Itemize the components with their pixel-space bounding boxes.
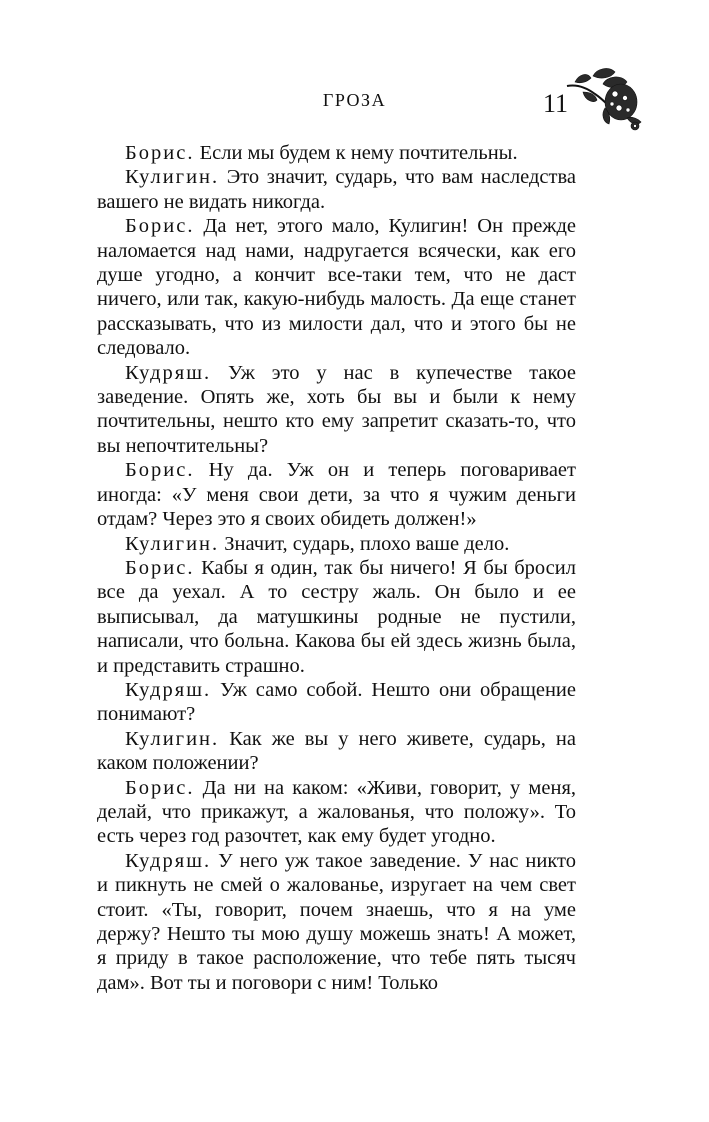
speaker-name: Борис. (125, 215, 195, 238)
speaker-name: Кулигин. (125, 166, 220, 189)
speaker-name: Кудряш. (125, 849, 212, 872)
line-text: Да нет, этого мало, Кулигин! Он прежде наломается над нами, надругается всячески, как его душе угодно, а кончит все-таки тем, что не даст ничего, или так, какую-нибудь малость. Да еще станет рассказывать, что из милости дал, что и этого бы не следовало. (97, 215, 576, 360)
paragraph (97, 214, 576, 360)
speaker-name: Борис. (125, 776, 195, 799)
paragraph (97, 556, 576, 678)
speaker-name: Кулигин. (125, 727, 220, 750)
paragraph (97, 141, 576, 165)
paragraph (97, 458, 576, 531)
line-text: Кабы я один, так бы ничего! Я бы бросил все да уехал. А то сестру жаль. Он было и ее выписывал, да матушкины родные не пустили, написали, что больна. Какова бы ей здесь жизнь была, и представить страшно. (97, 556, 576, 677)
line-text: У него уж такое заведение. У нас никто и пикнуть не смей о жалованье, изругает на чем свет стоит. «Ты, говорит, почем знаешь, что я на уме держу? Нешто ты мою душу можешь знать! А может, я приду в такое расположение, что тебе пять тысяч дам». Вот ты и поговори с ним! Только (97, 849, 576, 994)
line-text: Да ни на каком: «Живи, говорит, у меня, делай, что прикажут, а жалованья, что положу». То есть через год разочтет, как ему будет угодно. (97, 776, 576, 848)
speaker-name: Кулигин. (125, 532, 220, 555)
flower-ornament-icon (565, 64, 645, 132)
speaker-name: Борис. (125, 459, 195, 482)
line-text: Если мы будем к нему почтительны. (194, 142, 518, 164)
paragraph (97, 165, 576, 214)
line-text: Как же вы у него живете, сударь, на каком положении? (97, 727, 576, 775)
speaker-name: Кудряш. (125, 678, 212, 701)
line-text: Это значит, сударь, что вам наследства вашего не видать никогда. (97, 166, 576, 213)
line-text: Уж само собой. Нешто они обращение понимают? (97, 678, 576, 726)
paragraph (97, 532, 576, 556)
paragraph (97, 678, 576, 727)
page-number: 11 (543, 89, 569, 118)
paragraph (97, 776, 576, 849)
line-text: Ну да. Уж он и теперь поговаривает иногда: «У меня свои дети, за что я чужим деньги отдам? Через это я своих обидеть должен!» (97, 459, 576, 531)
speaker-name: Борис. (125, 142, 195, 164)
line-text: Уж это у нас в купечестве такое заведение. Опять же, хоть бы вы и были к нему почтительны, нешто кто ему запретит сказать-то, что вы непочтительны? (97, 361, 576, 457)
paragraph (97, 361, 576, 459)
paragraph (97, 727, 576, 776)
paragraph (97, 849, 576, 995)
running-title: ГРОЗА (322, 90, 387, 110)
line-text: Значит, сударь, плохо ваше дело. (219, 532, 510, 555)
speaker-name: Кудряш. (125, 361, 212, 384)
play-text (97, 141, 576, 995)
speaker-name: Борис. (125, 556, 195, 579)
